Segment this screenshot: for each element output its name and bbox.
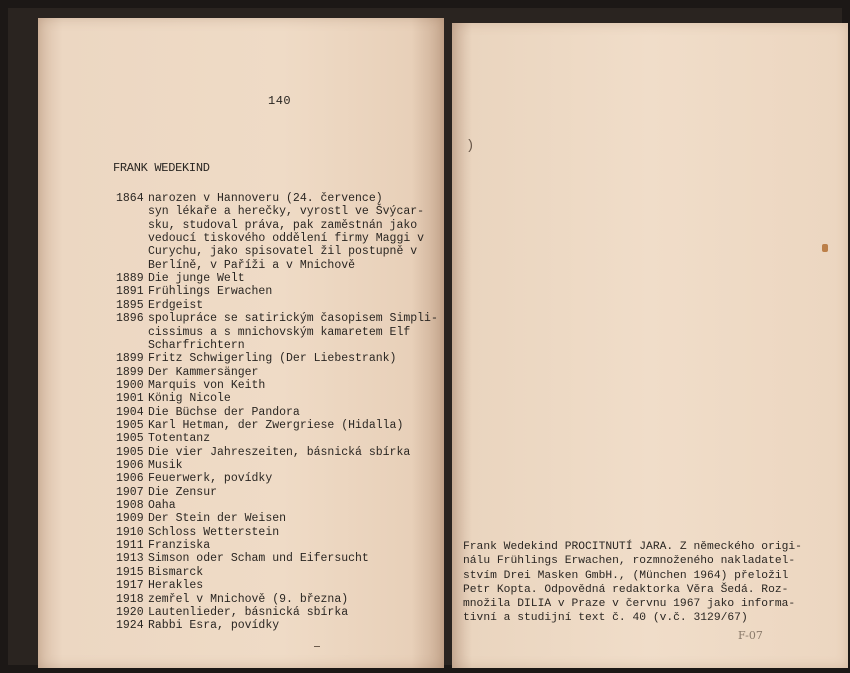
chronology-year: 1864 (116, 192, 144, 205)
chronology-text: Oaha (148, 499, 176, 513)
chronology-row (0, 379, 340, 393)
chronology-row (0, 619, 340, 633)
chronology-row (0, 472, 340, 486)
author-heading: FRANK WEDEKIND (113, 161, 210, 175)
chronology-text: Fritz Schwigerling (Der Liebestrank) (148, 352, 397, 366)
colophon-line: množila DILIA v Praze v červnu 1967 jako informa- (463, 598, 796, 611)
chronology-year: 1906 (116, 472, 144, 486)
chronology-year: 1899 (116, 365, 144, 379)
chronology-text: Berlíně, v Paříži a v Mnichově (148, 258, 356, 272)
chronology-text: Bismarck (148, 565, 204, 579)
chronology-row (0, 366, 340, 380)
chronology-row (0, 392, 340, 406)
chronology-text: Simson oder Scham und Eifersucht (148, 552, 369, 566)
chronology-text: narozen v Hannoveru (24. července) (148, 192, 383, 205)
chronology-row (0, 232, 425, 246)
chronology-year: 1891 (116, 285, 144, 299)
chronology-year: 1901 (116, 392, 144, 406)
chronology-text: Lautenlieder, básnická sbírka (148, 605, 349, 619)
chronology-row (0, 245, 418, 259)
chronology-text: Franziska (148, 539, 211, 553)
chronology-year: 1911 (116, 539, 144, 553)
chronology-year: 1906 (116, 459, 144, 472)
chronology-year: 1915 (116, 565, 144, 579)
chronology-text: Totentanz (148, 432, 211, 446)
chronology-text: cissimus a s mnichovským kamaretem Elf (148, 325, 411, 339)
chronology-text: vedoucí tiskového oddělení firmy Maggi v (148, 232, 425, 246)
chronology-year: 1900 (116, 378, 144, 392)
chronology-row (0, 418, 404, 433)
chronology-text: Die Zensur (148, 485, 218, 499)
chronology-year: 1913 (116, 552, 144, 566)
chronology-text: Karl Hetman, der Zwergriese (Hidalla) (148, 418, 404, 432)
colophon-line: nálu Frühlings Erwachen, rozmnoženého nakladatel- (463, 555, 796, 568)
chronology-text: Marquis von Keith (148, 378, 266, 392)
chronology-text: Schloss Wetterstein (148, 525, 280, 539)
chronology-row (0, 312, 438, 326)
colophon-line: stvím Drei Masken GmbH., (München 1964) přeložil (463, 569, 789, 582)
chronology-text: Musik (148, 459, 183, 472)
chronology-year: 1907 (116, 485, 144, 499)
chronology-text: spolupráce se satirickým časopisem Simpli- (148, 312, 438, 326)
chronology-row (0, 526, 340, 540)
chronology-year: 1924 (116, 619, 144, 633)
chronology-row (0, 566, 340, 580)
chronology-row (0, 499, 340, 513)
chronology-text: Curychu, jako spisovatel žil postupně v (148, 245, 418, 259)
bracket-mark: ) (466, 138, 475, 154)
chronology-row (0, 299, 340, 313)
archive-stamp: F-07 (738, 629, 763, 642)
colophon-line: Frank Wedekind PROCITNUTÍ JARA. Z německého origi- (463, 541, 802, 553)
chronology-text: Scharfrichtern (148, 338, 245, 352)
chronology-year: 1908 (116, 499, 144, 513)
chronology-year: 1899 (116, 352, 144, 366)
chronology-row (0, 486, 340, 500)
chronology-text: Herakles (148, 579, 204, 593)
chronology-row (0, 192, 383, 206)
chronology-text: Die junge Welt (148, 272, 245, 286)
chronology-text: Die Büchse der Pandora (148, 405, 300, 419)
chronology-row (0, 605, 349, 620)
chronology-year: 1920 (116, 605, 144, 619)
chronology-row (0, 539, 340, 553)
colophon (463, 540, 803, 626)
chronology-text: Rabbi Esra, povídky (148, 619, 280, 633)
chronology-text: Feuerwerk, povídky (148, 472, 273, 486)
chronology-text: sku, studoval práva, pak zaměstnán jako (148, 218, 418, 232)
chronology-text: Der Stein der Weisen (148, 512, 287, 526)
chronology-year: 1905 (116, 418, 144, 432)
pencil-mark (314, 646, 320, 647)
colophon-line: Petr Kopta. Odpovědná redaktorka Věra Šedá. Roz- (463, 583, 789, 596)
chronology-text: syn lékaře a herečky, vyrostl ve Švýcar- (148, 205, 425, 219)
chronology-text: König Nicole (148, 392, 231, 406)
chronology-row (0, 552, 369, 566)
chronology-year: 1909 (116, 512, 144, 526)
chronology-row (0, 512, 340, 526)
ink-spot (822, 244, 828, 252)
page-number: 140 (268, 94, 292, 108)
chronology-row (0, 205, 425, 219)
chronology-year: 1889 (116, 272, 144, 286)
chronology-row (0, 272, 340, 286)
chronology-row (0, 339, 340, 353)
chronology-row (0, 592, 349, 607)
chronology-text: Erdgeist (148, 298, 204, 312)
chronology-row (0, 445, 411, 460)
chronology-row (0, 579, 340, 593)
colophon-line: tivní a studijní text č. 40 (v.č. 3129/67) (463, 612, 748, 625)
chronology-year: 1904 (116, 405, 144, 419)
chronology-text: zemřel v Mnichově (9. března) (148, 592, 349, 606)
chronology-row (0, 325, 411, 340)
chronology-year: 1905 (116, 445, 144, 459)
chronology-text: Frühlings Erwachen (148, 285, 273, 299)
chronology-row (0, 432, 340, 446)
chronology-row (0, 352, 397, 366)
chronology-year: 1918 (116, 592, 144, 606)
chronology-text: Die vier Jahreszeiten, básnická sbírka (148, 445, 411, 459)
chronology-year: 1910 (116, 525, 144, 539)
chronology-row (0, 285, 340, 299)
chronology-row (0, 218, 418, 233)
chronology-text: Der Kammersänger (148, 365, 259, 379)
chronology-year: 1905 (116, 432, 144, 446)
chronology-year: 1895 (116, 298, 144, 312)
chronology-row (0, 459, 340, 473)
chronology-row (0, 406, 340, 420)
chronology-year: 1896 (116, 312, 144, 326)
chronology-year: 1917 (116, 579, 144, 593)
chronology-row (0, 258, 356, 273)
